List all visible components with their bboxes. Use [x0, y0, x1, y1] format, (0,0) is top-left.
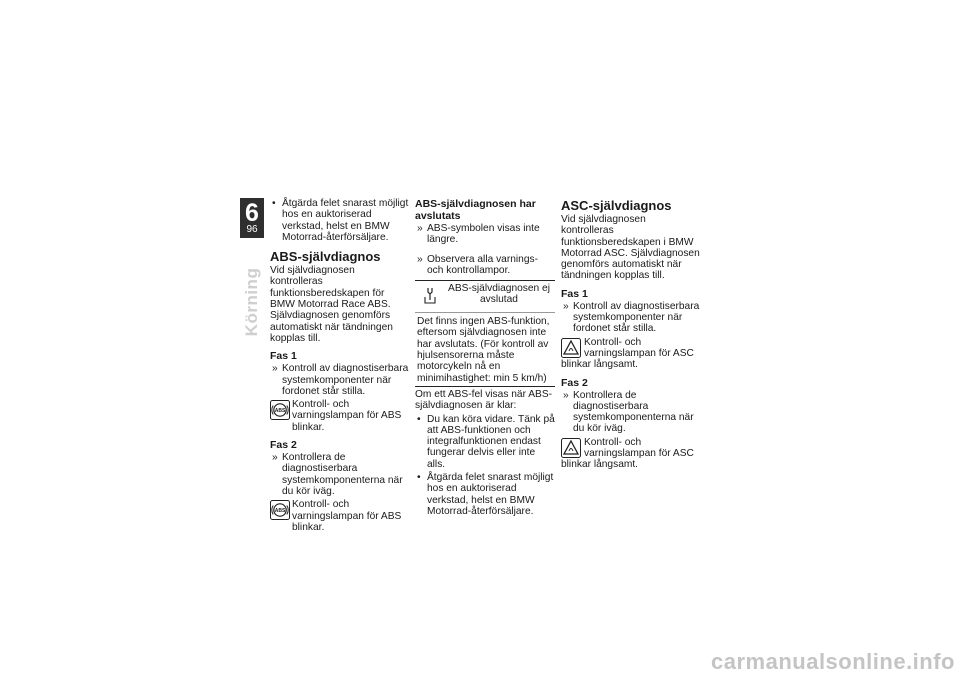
phase-1-heading: Fas 1: [270, 350, 297, 363]
item-text: Du kan köra vidare. Tänk på att ABS-funktionen och integralfunktionen endast fungerar delvis eller inte alls.: [427, 413, 555, 470]
asc-intro-text: Vid självdiagnosen kontrolleras funktionsberedskapen i BMW Motorrad ASC. Självdiagnosen genomförs automatiskt när tändningen kopplas till.: [561, 214, 700, 282]
column-3: [561, 198, 701, 473]
icon-text: Kontroll- och varningslampan för ABS blinkar.: [292, 399, 402, 433]
bullet-mark: •: [417, 413, 421, 425]
item-text: Åtgärda felet snarast möjligt hos en auktoriserad verkstad, helst en BMW Motorrad-återförsäljare.: [427, 472, 554, 517]
note-body: Det finns ingen ABS-funktion, eftersom självdiagnosen inte har avslutats. (För kontroll av hjulsensorerna måste motorcykeln nå en minimihastighet: min 5 km/h): [415, 312, 555, 386]
step-item: [415, 254, 555, 277]
step-mark: »: [417, 253, 423, 265]
icon-text: Kontroll- och varningslampan för ABS blinkar.: [292, 499, 402, 533]
step-mark: »: [563, 300, 569, 312]
column-2: [415, 198, 555, 519]
step-mark: »: [272, 452, 278, 464]
step-text: Kontrollera de diagnostiserbara systemkomponenterna när du kör iväg.: [573, 389, 694, 435]
step-text: Kontrollera de diagnostiserbara systemkomponenterna när du kör iväg.: [282, 452, 403, 497]
step-item: [561, 301, 701, 335]
step-text: Observera alla varnings- och kontrollampor.: [427, 253, 538, 276]
step-text: Kontroll av diagnostiserbara systemkomponenter när fordonet står stilla.: [282, 363, 409, 397]
abs-completed-heading: ABS-självdiagnosen har avslutats: [415, 198, 536, 222]
step-mark: »: [563, 389, 569, 401]
phase-1-heading: Fas 1: [561, 287, 588, 300]
asc-self-diagnosis-heading: ASC-självdiagnos: [561, 198, 672, 213]
section-side-title: [242, 262, 262, 342]
watermark-text: carmanualsonline.info: [711, 649, 955, 674]
asc-warning-lamp-icon: [561, 438, 581, 458]
icon-text: Kontroll- och varningslampan för ASC blinkar långsamt.: [561, 336, 694, 371]
svg-text:ABS: ABS: [274, 407, 286, 414]
asc-lamp-line: [561, 337, 701, 371]
abs-lamp-line: [270, 499, 410, 533]
step-item: [270, 363, 410, 397]
svg-text:ABS: ABS: [274, 508, 286, 515]
bullet-mark: •: [272, 198, 276, 209]
step-text: Kontroll av diagnostiserbara systemkomponenter när fordonet står stilla.: [573, 300, 700, 335]
step-item: [415, 223, 555, 246]
phase-2-heading: Fas 2: [561, 376, 588, 389]
bullet-mark: •: [417, 472, 421, 484]
list-item: [415, 472, 555, 517]
note-title: ABS-självdiagnosen ej avslutad: [448, 283, 550, 306]
section-title-text: Körning: [242, 267, 261, 337]
step-item: [561, 390, 701, 435]
step-text: ABS-symbolen visas inte längre.: [427, 223, 540, 246]
abs-warning-lamp-icon: [270, 400, 290, 420]
abs-self-diagnosis-heading: ABS-självdiagnos: [270, 249, 381, 265]
item-text: Åtgärda felet snarast möjligt hos en auktoriserad verkstad, helst en BMW Motorrad-återförsäljare.: [282, 198, 409, 243]
list-item: [415, 414, 555, 470]
icon-text: Kontroll- och varningslampan för ASC blinkar långsamt.: [561, 436, 694, 471]
abs-warning-lamp-icon: [270, 500, 290, 520]
list-item: [270, 198, 410, 243]
after-note-text: Om ett ABS-fel visas när ABS-självdiagnosen är klar:: [415, 388, 553, 412]
note-header: [415, 281, 555, 312]
step-item: [270, 452, 410, 497]
phase-2-heading: Fas 2: [270, 439, 297, 452]
abs-lamp-line: [270, 399, 410, 433]
chapter-number: 6: [245, 199, 259, 227]
step-mark: »: [272, 363, 278, 375]
column-1: [270, 198, 410, 535]
chapter-tab: [240, 198, 264, 238]
wrench-note-icon: [423, 287, 439, 305]
step-mark: »: [417, 223, 423, 234]
asc-lamp-line: [561, 437, 701, 471]
abs-intro-text: Vid självdiagnosen kontrolleras funktionsberedskapen för BMW Motorrad Race ABS. Självdiagnosen genomförs automatiskt när tändningen kopplas till.: [270, 265, 393, 344]
note-box: [415, 280, 555, 387]
asc-warning-lamp-icon: [561, 338, 581, 358]
page-number: 96: [246, 224, 258, 235]
